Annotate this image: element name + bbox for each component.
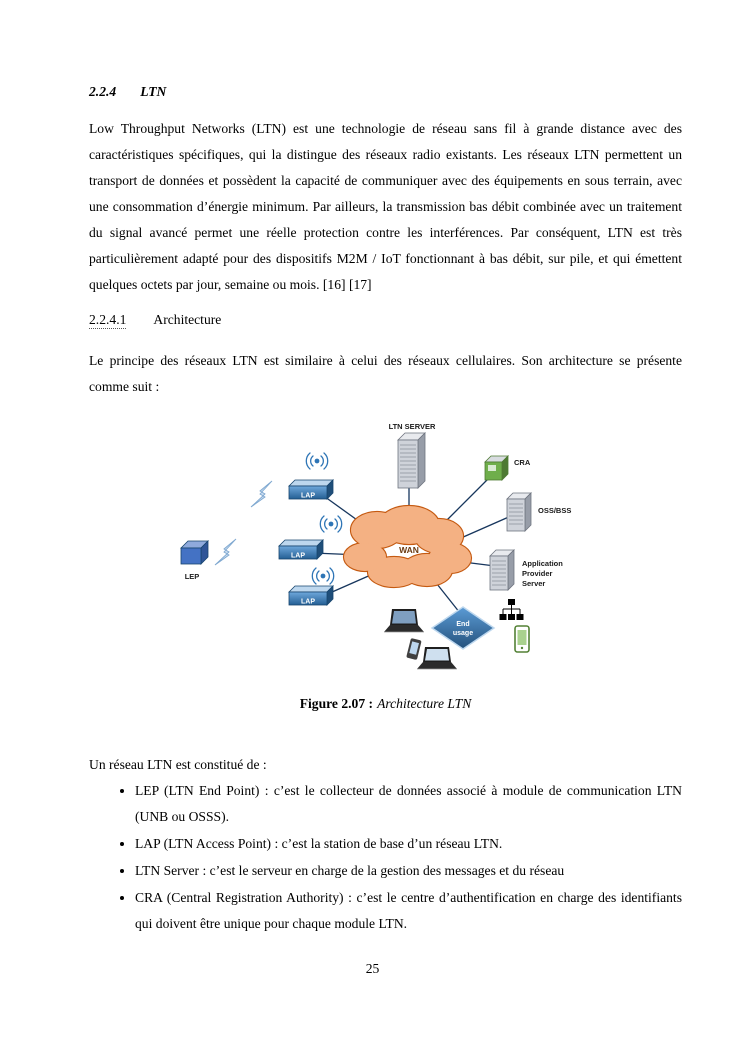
section-heading [89,84,682,100]
application-provider-server-icon [490,550,563,590]
list-item-cra: • CRA (Central Registration Authority) : c’est le centre d’authentification en charge des identifiants qui doivent être unique pour chaque module LTN. [135,885,682,937]
handheld-icon [406,638,422,660]
cra-label: CRA [513,458,530,467]
smartphone-icon-green [515,626,529,652]
radio-link-icon-1 [251,481,272,507]
network-hub-icon [499,599,523,620]
subsection-number: 2.2.4.1 [89,312,127,327]
section-title: LTN [140,84,167,99]
end-usage-node [432,607,494,649]
subsection-heading [89,312,682,328]
app-server-label-line3: Server [521,579,545,588]
lap3-icon [289,586,333,605]
ltn-server-label: LTN SERVER [388,422,435,431]
component-list [89,778,682,937]
antenna-icon-3 [312,568,333,584]
lap1-icon [289,480,333,499]
page-number: 25 [365,961,380,976]
lep-icon [181,541,208,581]
laptop-icon-1 [384,609,424,632]
lap3-label: LAP [300,598,315,606]
app-server-label-line2: Provider [521,569,552,578]
oss-bss-label: OSS/BSS [537,506,571,515]
app-server-label-line1: Application [521,559,563,568]
paragraph-architecture: Le principe des réseaux LTN est similaire à celui des réseaux cellulaires. Son architecture se présente comme suit : [89,353,682,394]
list-item-lep: • LEP (LTN End Point) : c’est le collecteur de données associé à module de communication LTN (UNB ou OSSS). [135,778,682,830]
wan-label: WAN [398,545,419,555]
subsection-title: Architecture [153,312,222,327]
paragraph-list-intro: Un réseau LTN est constitué de : [89,757,267,772]
antenna-icon-1 [306,453,327,469]
paragraph-intro: Low Throughput Networks (LTN) est une technologie de réseau sans fil à grande distance avec des caractéristiques spécifiques, qui la distingue des réseaux radio existants. Les réseaux LTN permettent un transport de données et possèdent la capacité de communiquer avec des équipements en sous terrain, avec une consommation d’énergie minimum. Par ailleurs, la transmission bas débit combinée avec un traitement du signal avancé permet une réelle protection contre les interférences. Par conséquent, LTN est très particulièrement adapté pour des dispositifs M2M / IoT fonctionnant à bas débit, sur pile, et qui émettent quelques octets par jour, semaine ou mois. [16] [17] [89,121,682,292]
figure-caption-label: Figure 2.07 : [299,696,374,711]
wan-cloud [344,506,471,587]
architecture-diagram [171,416,601,681]
lap2-icon [279,540,323,559]
figure-caption-title: Architecture LTN [377,696,472,711]
oss-bss-icon [507,493,571,531]
lap2-label: LAP [290,552,305,560]
list-item-ltn-server: • LTN Server : c’est le serveur en charge de la gestion des messages et du réseau [135,858,682,884]
antenna-icon-2 [320,516,341,532]
end-usage-label-line2: usage [452,630,473,637]
radio-link-icon-2 [215,539,236,565]
cra-icon [485,456,531,480]
figure-caption [171,695,601,712]
lap1-label: LAP [300,492,315,500]
ltn-server-icon [388,422,435,488]
lep-label: LEP [184,572,199,581]
figure-architecture [171,416,601,712]
section-number: 2.2.4 [89,84,117,99]
end-usage-label-line1: End [455,621,470,628]
list-item-lap: • LAP (LTN Access Point) : c’est la station de base d’un réseau LTN. [135,831,682,857]
laptop-icon-2 [417,647,457,669]
